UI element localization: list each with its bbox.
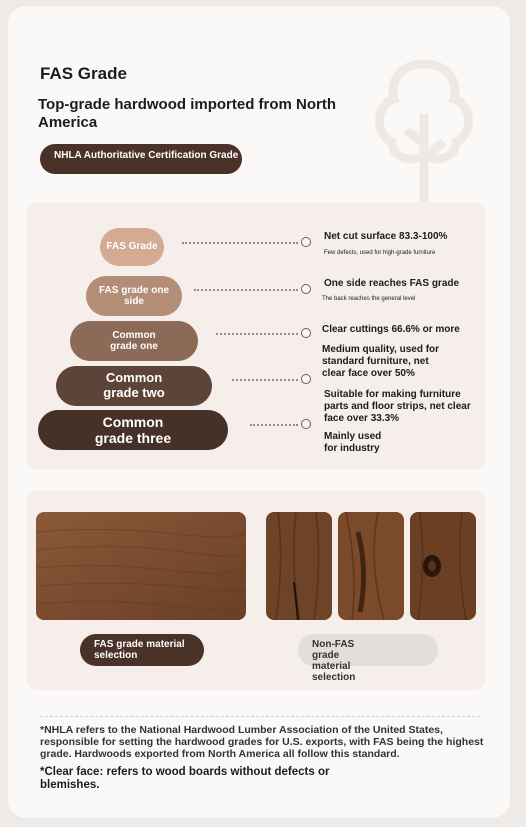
grade-pill-fas: FAS Grade <box>100 228 164 266</box>
connector-dot-icon <box>301 419 311 429</box>
nonfas-wood-sample-1-image <box>266 512 332 620</box>
grade-desc-sub: The back reaches the general level <box>322 296 416 302</box>
connector-dot-icon <box>301 237 311 247</box>
connector-dot-icon <box>301 328 311 338</box>
divider <box>40 716 480 717</box>
grade-pill-common-two: Common grade two <box>56 366 212 406</box>
fas-material-label: FAS grade material selection <box>80 634 204 666</box>
fas-wood-sample-image <box>36 512 246 620</box>
connector-dot-icon <box>301 284 311 294</box>
grade-pill-common-one: Common grade one <box>70 321 198 361</box>
grade-desc: Suitable for making furniture parts and floor strips, net clear face over 33.3% <box>324 389 471 424</box>
nonfas-material-label: Non-FAS grade material selection <box>298 634 438 666</box>
clear-face-footnote: *Clear face: refers to wood boards without defects or blemishes. <box>40 766 330 791</box>
nhla-footnote: *NHLA refers to the National Hardwood Lumber Association of the United States, responsible for setting the hardwood grades for U.S. exports, with FAS being the highest grade. Hardwoods exported from North America all follow this standard. <box>40 724 484 760</box>
page-subtitle: Top-grade hardwood imported from North America <box>38 96 337 131</box>
connector-dot-icon <box>301 374 311 384</box>
connector-line <box>216 333 298 335</box>
connector-line <box>232 379 298 381</box>
grade-desc: Clear cuttings 66.6% or more <box>322 324 460 335</box>
connector-line <box>182 242 298 244</box>
grade-desc-sub: Few defects, used for high-grade furniture <box>324 250 436 256</box>
grade-desc: Mainly used for industry <box>324 431 382 454</box>
connector-line <box>194 289 298 291</box>
nonfas-wood-sample-3-image <box>410 512 476 620</box>
grade-pill-common-three: Common grade three <box>38 410 228 450</box>
grade-desc: One side reaches FAS grade <box>324 278 460 289</box>
nonfas-wood-sample-2-image <box>338 512 404 620</box>
certification-badge: NHLA Authoritative Certification Grade <box>40 144 242 174</box>
connector-line <box>250 424 298 426</box>
grade-desc: Net cut surface 83.3-100% <box>324 231 448 242</box>
tree-watermark-icon <box>364 54 484 204</box>
grade-pill-fas-one-side: FAS grade one side <box>86 276 182 316</box>
page-title: FAS Grade <box>40 64 127 83</box>
grade-desc: Medium quality, used for standard furniture, net clear face over 50% <box>322 344 440 379</box>
info-card <box>8 6 510 818</box>
